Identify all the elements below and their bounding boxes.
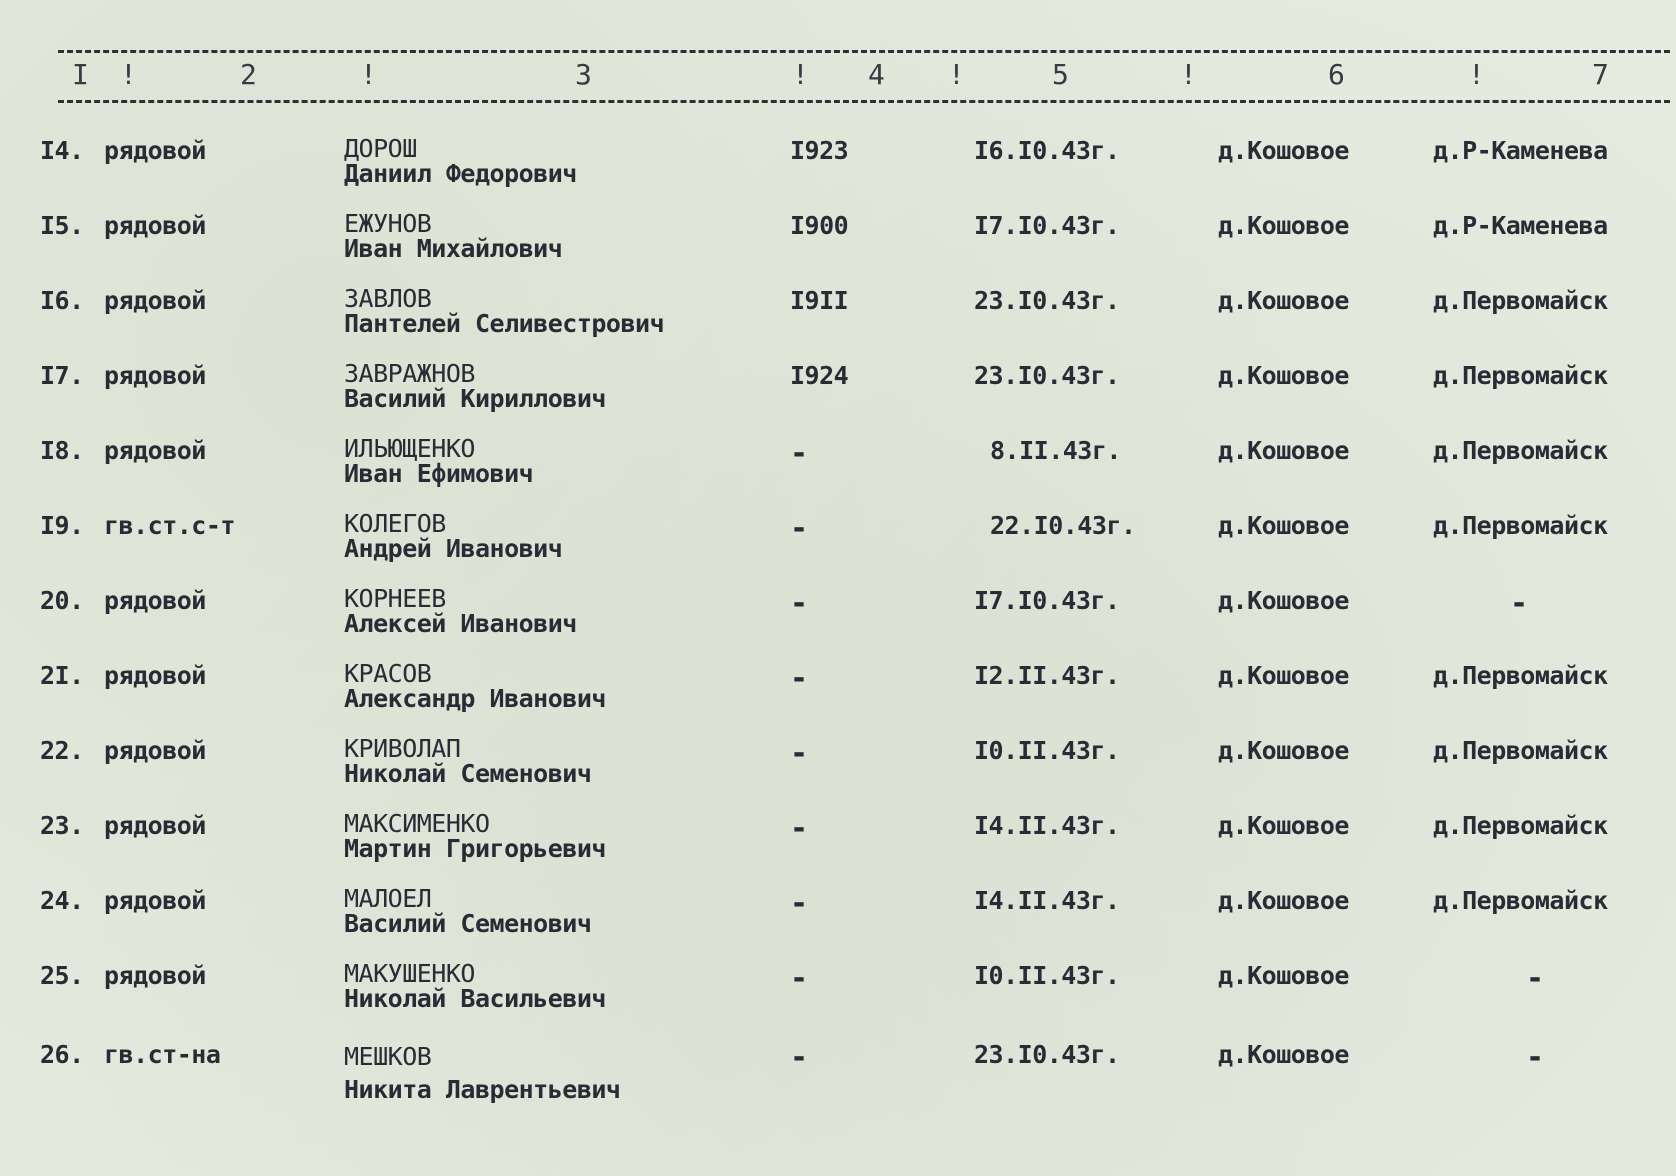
rank: рядовой xyxy=(104,586,206,615)
rank: рядовой xyxy=(104,886,206,915)
header-col-4: 4 xyxy=(868,58,885,91)
surname: МАЛОЕЛ xyxy=(344,884,432,913)
given-name: Мартин Григорьевич xyxy=(344,834,606,863)
place-col-7: - xyxy=(1526,1040,1544,1075)
row-number: 22. xyxy=(40,736,84,765)
rank: рядовой xyxy=(104,811,206,840)
date: 22.I0.43г. xyxy=(990,511,1136,540)
table-row xyxy=(0,736,1676,806)
date: I7.I0.43г. xyxy=(974,586,1120,615)
place-col-6: д.Кошовое xyxy=(1218,736,1349,765)
given-name: Василий Кириллович xyxy=(344,384,606,413)
full-name xyxy=(344,211,562,261)
birth-year: I9II xyxy=(790,286,849,315)
given-name: Николай Семенович xyxy=(344,759,592,788)
place-col-7: - xyxy=(1510,586,1528,621)
full-name xyxy=(344,961,606,1011)
header-separator: ! xyxy=(948,58,965,91)
table-row xyxy=(0,886,1676,956)
rank: гв.ст-на xyxy=(104,1040,221,1069)
surname: ДОРОШ xyxy=(344,134,417,163)
place-col-7: д.Первомайск xyxy=(1433,511,1608,540)
given-name: Иван Михайлович xyxy=(344,234,563,263)
place-col-6: д.Кошовое xyxy=(1218,811,1349,840)
date: 23.I0.43г. xyxy=(974,361,1120,390)
place-col-7: д.Первомайск xyxy=(1433,661,1608,690)
rank: рядовой xyxy=(104,436,206,465)
date: I4.II.43г. xyxy=(974,811,1120,840)
birth-year: - xyxy=(790,1040,808,1075)
birth-year: I923 xyxy=(790,136,849,165)
row-number: 20. xyxy=(40,586,84,615)
date: 23.I0.43г. xyxy=(974,1040,1120,1069)
given-name: Никита Лаврентьевич xyxy=(344,1075,621,1104)
given-name: Андрей Иванович xyxy=(344,534,563,563)
birth-year: - xyxy=(790,586,808,621)
table-row xyxy=(0,211,1676,281)
date: I2.II.43г. xyxy=(974,661,1120,690)
table-row xyxy=(0,436,1676,506)
place-col-6: д.Кошовое xyxy=(1218,1040,1349,1069)
table-row xyxy=(0,661,1676,731)
birth-year: I924 xyxy=(790,361,849,390)
birth-year: - xyxy=(790,736,808,771)
full-name xyxy=(344,136,577,186)
header-separator: ! xyxy=(120,58,137,91)
row-number: I9. xyxy=(40,511,84,540)
surname: ЗАВЛОВ xyxy=(344,284,432,313)
place-col-6: д.Кошовое xyxy=(1218,661,1349,690)
place-col-6: д.Кошовое xyxy=(1218,586,1349,615)
birth-year: I900 xyxy=(790,211,849,240)
date: I4.II.43г. xyxy=(974,886,1120,915)
date: 8.II.43г. xyxy=(990,436,1121,465)
given-name: Василий Семенович xyxy=(344,909,592,938)
header-separator: ! xyxy=(1180,58,1197,91)
table-row xyxy=(0,961,1676,1031)
place-col-6: д.Кошовое xyxy=(1218,511,1349,540)
full-name xyxy=(344,661,606,711)
full-name xyxy=(344,436,533,486)
rank: рядовой xyxy=(104,736,206,765)
surname: ЗАВРАЖНОВ xyxy=(344,359,475,388)
place-col-6: д.Кошовое xyxy=(1218,961,1349,990)
given-name: Иван Ефимович xyxy=(344,459,534,488)
row-number: I8. xyxy=(40,436,84,465)
birth-year: - xyxy=(790,961,808,996)
birth-year: - xyxy=(790,511,808,546)
given-name: Алексей Иванович xyxy=(344,609,577,638)
place-col-6: д.Кошовое xyxy=(1218,211,1349,240)
header-separator: ! xyxy=(1468,58,1485,91)
given-name: Даниил Федорович xyxy=(344,159,577,188)
rank: рядовой xyxy=(104,286,206,315)
row-number: I5. xyxy=(40,211,84,240)
table-row xyxy=(0,361,1676,431)
table-row xyxy=(0,1040,1676,1110)
given-name: Николай Васильевич xyxy=(344,984,606,1013)
header-col-7: 7 xyxy=(1592,58,1609,91)
row-number: I7. xyxy=(40,361,84,390)
header-separator: ! xyxy=(792,58,809,91)
place-col-6: д.Кошовое xyxy=(1218,136,1349,165)
place-col-7: д.Р-Каменева xyxy=(1433,211,1608,240)
header-bottom-rule xyxy=(58,100,1670,103)
header-col-1: I xyxy=(72,58,89,91)
rank: гв.ст.с-т xyxy=(104,511,235,540)
table-row xyxy=(0,136,1676,206)
full-name xyxy=(344,361,606,411)
header-separator: ! xyxy=(360,58,377,91)
full-name xyxy=(344,511,562,561)
row-number: I6. xyxy=(40,286,84,315)
full-name xyxy=(344,286,664,336)
rank: рядовой xyxy=(104,661,206,690)
row-number: 23. xyxy=(40,811,84,840)
header-top-rule xyxy=(58,50,1670,53)
header-col-2: 2 xyxy=(240,58,257,91)
row-number: 26. xyxy=(40,1040,84,1069)
row-number: 24. xyxy=(40,886,84,915)
rank: рядовой xyxy=(104,136,206,165)
given-name: Александр Иванович xyxy=(344,684,606,713)
surname: МЕШКОВ xyxy=(344,1042,432,1071)
date: I6.I0.43г. xyxy=(974,136,1120,165)
row-number: 2I. xyxy=(40,661,84,690)
surname: МАКСИМЕНКО xyxy=(344,809,490,838)
table-row xyxy=(0,286,1676,356)
surname: ИЛЬЮЩЕНКО xyxy=(344,434,475,463)
birth-year: - xyxy=(790,436,808,471)
rank: рядовой xyxy=(104,961,206,990)
surname: КРАСОВ xyxy=(344,659,432,688)
row-number: 25. xyxy=(40,961,84,990)
surname: КОРНЕЕВ xyxy=(344,584,446,613)
surname: ЕЖУНОВ xyxy=(344,209,432,238)
full-name xyxy=(344,886,591,936)
place-col-7: д.Первомайск xyxy=(1433,361,1608,390)
birth-year: - xyxy=(790,661,808,696)
date: I0.II.43г. xyxy=(974,736,1120,765)
surname: КРИВОЛАП xyxy=(344,734,461,763)
header-col-3: 3 xyxy=(575,58,592,91)
row-number: I4. xyxy=(40,136,84,165)
place-col-7: д.Первомайск xyxy=(1433,436,1608,465)
date: I0.II.43г. xyxy=(974,961,1120,990)
rank: рядовой xyxy=(104,361,206,390)
full-name xyxy=(344,1040,620,1106)
place-col-7: д.Первомайск xyxy=(1433,736,1608,765)
place-col-7: д.Первомайск xyxy=(1433,886,1608,915)
place-col-6: д.Кошовое xyxy=(1218,886,1349,915)
birth-year: - xyxy=(790,811,808,846)
place-col-7: д.Первомайск xyxy=(1433,811,1608,840)
surname: МАКУШЕНКО xyxy=(344,959,475,988)
birth-year: - xyxy=(790,886,808,921)
table-row xyxy=(0,511,1676,581)
given-name: Пантелей Селивестрович xyxy=(344,309,665,338)
header-col-6: 6 xyxy=(1328,58,1345,91)
full-name xyxy=(344,736,591,786)
rank: рядовой xyxy=(104,211,206,240)
place-col-6: д.Кошовое xyxy=(1218,286,1349,315)
table-row xyxy=(0,811,1676,881)
place-col-6: д.Кошовое xyxy=(1218,361,1349,390)
place-col-7: д.Первомайск xyxy=(1433,286,1608,315)
place-col-6: д.Кошовое xyxy=(1218,436,1349,465)
place-col-7: д.Р-Каменева xyxy=(1433,136,1608,165)
place-col-7: - xyxy=(1526,961,1544,996)
full-name xyxy=(344,586,577,636)
date: I7.I0.43г. xyxy=(974,211,1120,240)
surname: КОЛЕГОВ xyxy=(344,509,446,538)
table-row xyxy=(0,586,1676,656)
header-col-5: 5 xyxy=(1052,58,1069,91)
full-name xyxy=(344,811,606,861)
date: 23.I0.43г. xyxy=(974,286,1120,315)
